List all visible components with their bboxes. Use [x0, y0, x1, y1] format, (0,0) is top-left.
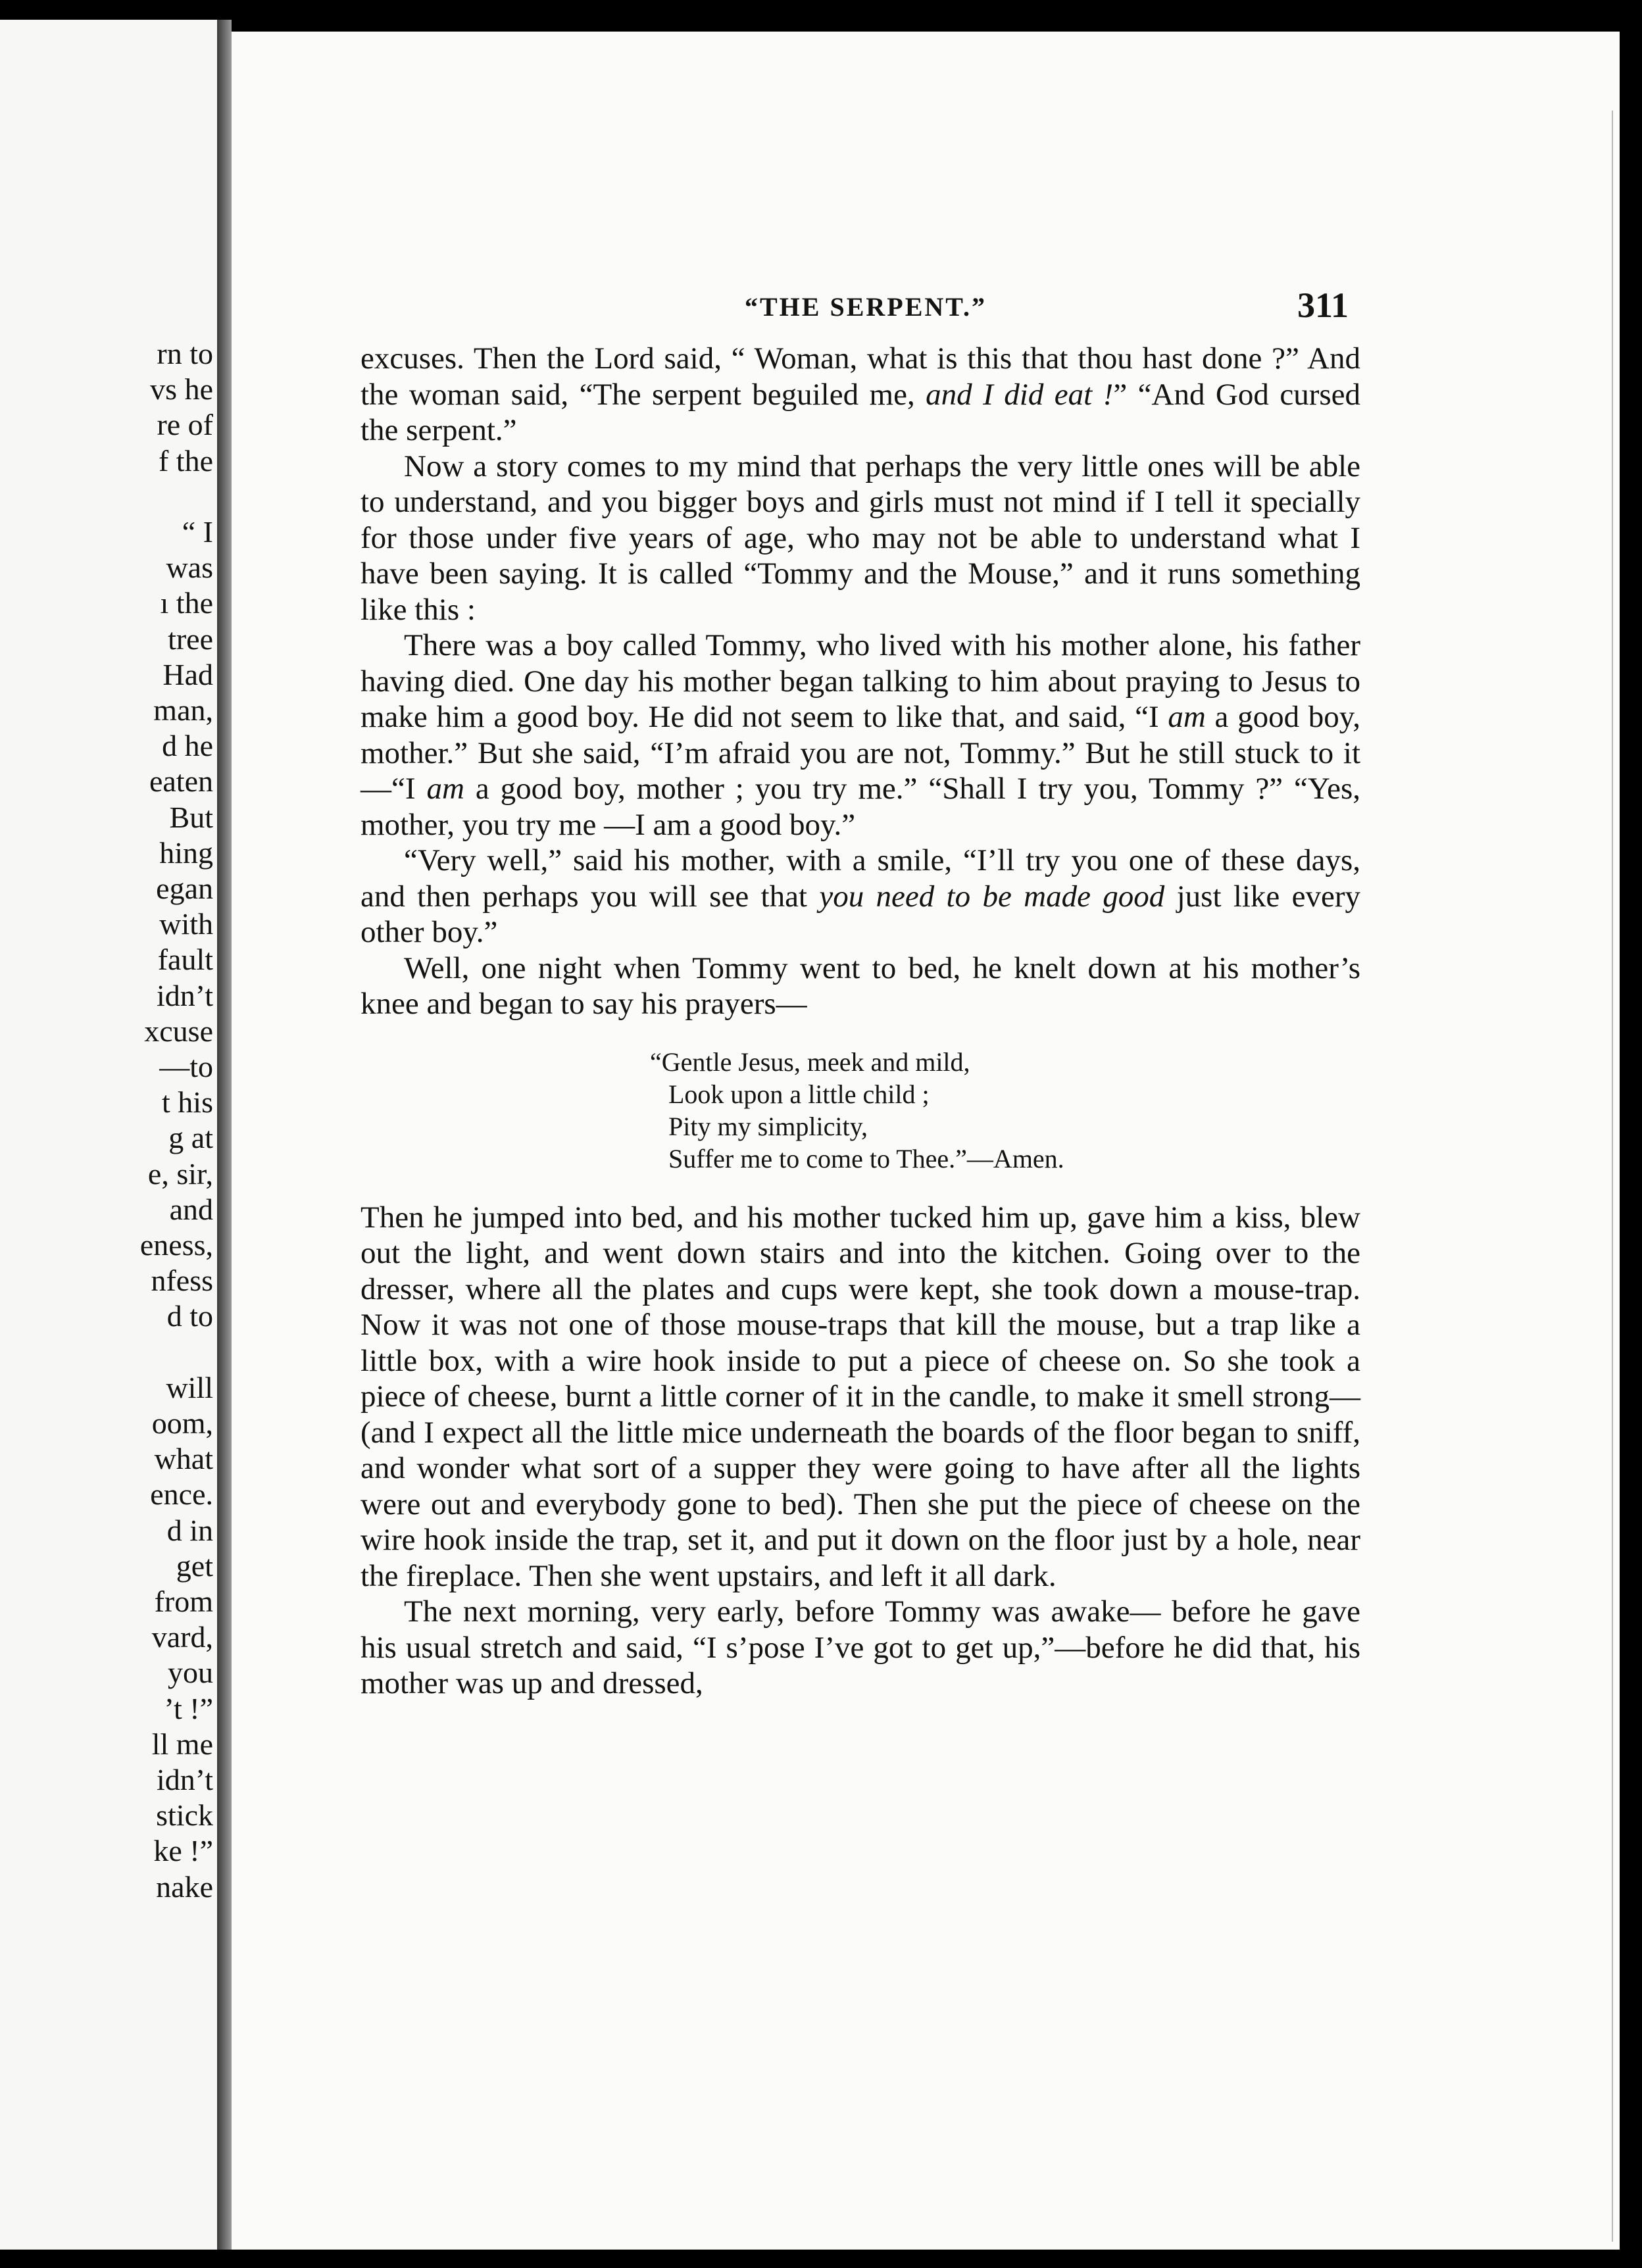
left-page-fragment: ll me — [151, 1727, 213, 1761]
running-head: “THE SERPENT.” — [745, 292, 987, 322]
paragraph-5: Well, one night when Tommy went to bed, he knelt down at his mother’s knee and began to say his prayers— — [361, 950, 1360, 1021]
facing-page-left — [0, 20, 217, 2250]
left-page-fragment: t his — [162, 1085, 213, 1120]
page-number: 311 — [1297, 285, 1349, 325]
left-page-fragment: f the — [158, 443, 213, 478]
left-page-fragment: nfess — [151, 1264, 213, 1298]
verse-line: Pity my simplicity, — [668, 1111, 868, 1141]
paragraph-6: Then he jumped into bed, and his mother tucked him up, gave him a kiss, blew out the light, and went down stairs and into the kitchen. Going over to the dresser, where all the plates and cups were kept, she took down a mouse-trap. Now it was not one of those mouse-traps that kill the mouse, but a trap like a little box, with a wire hook inside to put a piece of cheese on. So she took a piece of cheese, burnt a little corner of it in the candle, to make it smell strong—(and I expect all the little mice underneath the boards of the floor began to sniff, and wonder what sort of a supper they were going to have after all the lights were out and everybody gone to bed). Then she put the piece of cheese on the wire hook inside the trap, set it, and put it down on the floor just by a hole, near the fireplace. Then she went upstairs, and left it all dark. — [361, 1200, 1360, 1593]
prayer-verse — [650, 1046, 1360, 1175]
body-text — [361, 341, 1360, 1702]
left-page-fragment: idn’t — [156, 978, 213, 1012]
left-page-fragment: egan — [156, 872, 213, 905]
left-page-fragment: “ I — [182, 515, 213, 549]
left-page-fragment: ’t !” — [164, 1691, 213, 1725]
left-page-fragment: eness, — [139, 1228, 213, 1262]
page-edge — [1612, 111, 1613, 2242]
left-page-fragment: d he — [162, 729, 213, 763]
left-page-fragment: with — [159, 907, 213, 941]
left-page-fragment: vs he — [150, 372, 213, 407]
left-page-fragment: fault — [157, 943, 213, 977]
left-page-fragment: tree — [168, 622, 213, 656]
left-page-fragment: e, sir, — [147, 1156, 213, 1191]
left-page-fragment: But — [169, 800, 213, 834]
left-page-fragment: what — [154, 1442, 213, 1476]
left-page-fragment: d to — [166, 1299, 213, 1333]
left-page-fragment: ı the — [160, 586, 213, 620]
paragraph-1: excuses. Then the Lord said, “ Woman, what is this that thou hast done ?” And the woman said, “The serpent beguiled me, and I did eat !” “And God cursed the serpent.” — [361, 341, 1360, 447]
left-page-fragment: will — [166, 1370, 213, 1404]
left-page-fragment: hing — [159, 835, 213, 870]
paragraph-7: The next morning, very early, before Tommy was awake— before he gave his usual stretch and said, “I s’pose I’ve got to get up,”—before he did that, his mother was up and dressed, — [361, 1594, 1360, 1700]
verse-line: Look upon a little child ; — [668, 1079, 930, 1109]
left-page-fragment: rn to — [157, 337, 213, 370]
paragraph-2: Now a story comes to my mind that perhaps the very little ones will be able to understand, and you bigger boys and girls must not mind if I tell it specially for those under five years of age, who may not be able to understand what I have been saying. It is called “Tommy and the Mouse,” and it runs something like this : — [361, 449, 1360, 627]
left-page-fragment: from — [154, 1585, 213, 1618]
left-page-fragment: Had — [162, 657, 213, 691]
left-page-fragment: ence. — [150, 1477, 213, 1512]
left-page-fragment: g at — [168, 1121, 213, 1155]
left-page-fragment: ke !” — [153, 1834, 213, 1868]
paragraph-4: “Very well,” said his mother, with a smile, “I’ll try you one of these days, and then perhaps you will see that you need to be made good just like every other boy.” — [361, 843, 1360, 949]
left-page-fragment: stick — [156, 1798, 213, 1833]
left-page-fragment: get — [176, 1548, 213, 1583]
verse-line: “Gentle Jesus, meek and mild, — [650, 1047, 970, 1077]
left-page-fragment: idn’t — [156, 1763, 213, 1796]
left-page-fragment: d in — [166, 1513, 213, 1547]
left-page-fragment: man, — [153, 693, 213, 727]
left-page-fragment: you — [168, 1656, 213, 1690]
left-page-fragment: xcuse — [144, 1014, 213, 1048]
left-page-fragment: —to — [159, 1050, 213, 1083]
left-page-fragment: re of — [157, 408, 213, 442]
left-page-fragment: and — [169, 1192, 213, 1226]
left-page-fragment: was — [166, 551, 213, 585]
verse-line: Suffer me to come to Thee.”—Amen. — [668, 1143, 1064, 1173]
left-page-fragment: nake — [156, 1869, 213, 1904]
left-page-fragment: oom, — [151, 1406, 213, 1440]
book-page — [232, 32, 1620, 2250]
left-page-fragment: vard, — [151, 1620, 213, 1654]
paragraph-3: There was a boy called Tommy, who lived with his mother alone, his father having died. One day his mother began talking to him about praying to Jesus to make him a good boy. He did not seem to like that, and said, “I am a good boy, mother.” But she said, “I’m afraid you are not, Tommy.” But he still stuck to it—“I am a good boy, mother ; you try me.” “Shall I try you, Tommy ?” “Yes, mother, you try me —I am a good boy.” — [361, 628, 1360, 842]
left-page-fragment: eaten — [149, 764, 213, 799]
book-gutter — [217, 20, 232, 2250]
